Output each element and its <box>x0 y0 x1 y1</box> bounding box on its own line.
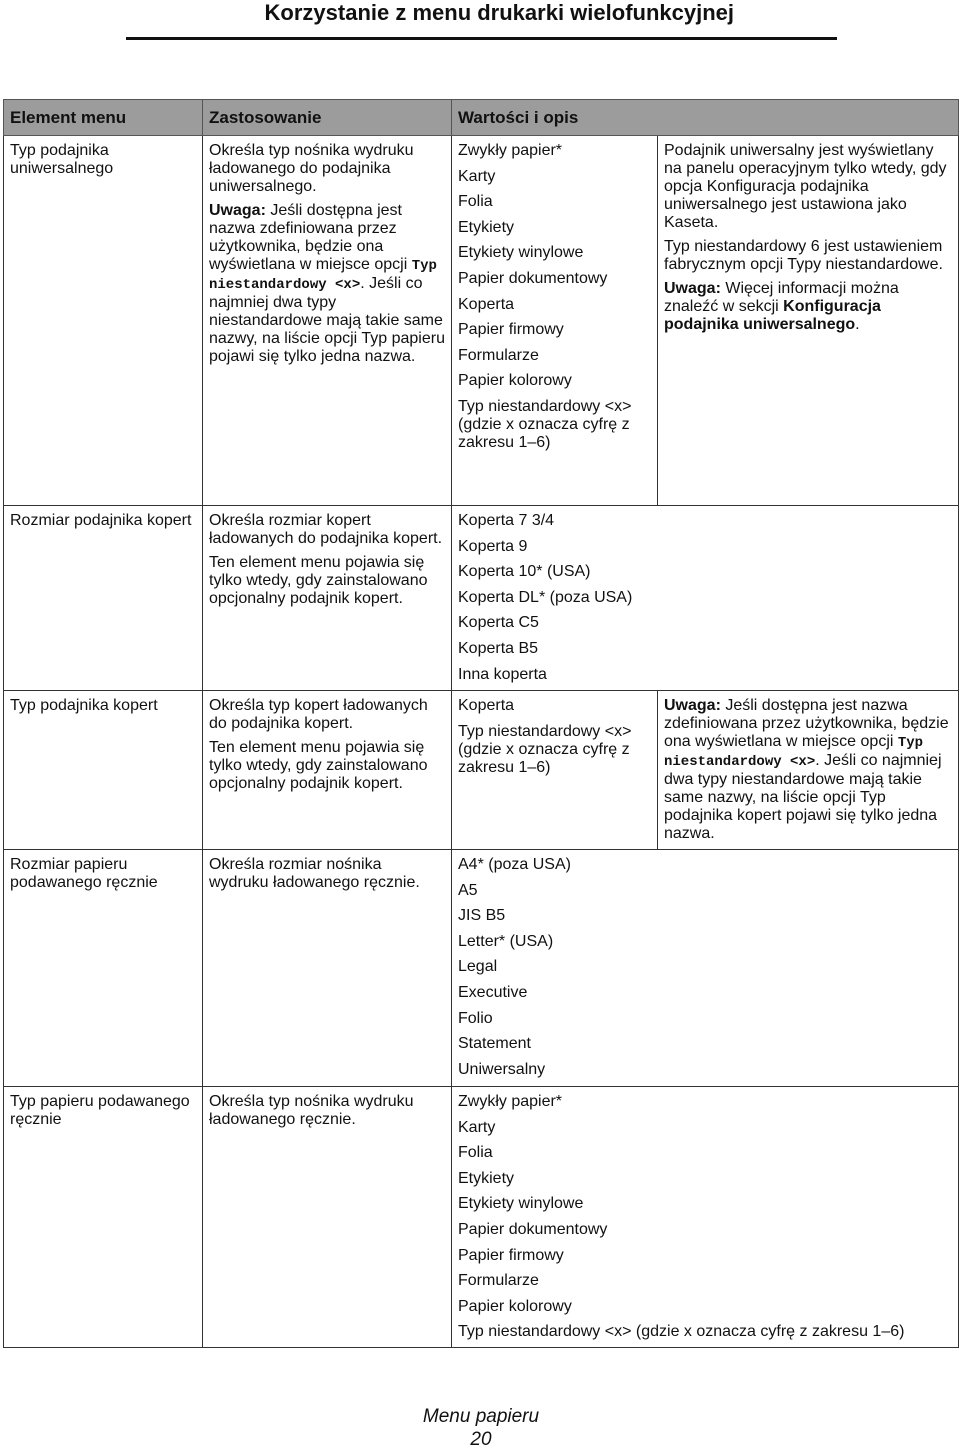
option-value: Karty <box>458 167 496 185</box>
menu-item-options <box>452 691 658 850</box>
table-row <box>4 506 959 691</box>
option-value: Etykiety <box>458 1169 515 1187</box>
option-value: Letter* (USA) <box>458 932 554 950</box>
option-value: Typ niestandardowy <x> (gdzie x oznacza cyfrę z zakresu 1–6) <box>458 722 632 776</box>
option-value: Zwykły papier* <box>458 1093 563 1110</box>
option-value: Koperta C5 <box>458 614 539 632</box>
option-value: Koperta 7 3/4 <box>458 512 555 529</box>
option-value: Zwykły papier* <box>458 142 563 159</box>
menu-item-name: Typ podajnika kopert <box>4 691 203 850</box>
option-value: Legal <box>458 958 498 976</box>
menu-item-options <box>452 1087 959 1348</box>
option-value: Koperta DL* (poza USA) <box>458 588 633 606</box>
table-row <box>4 850 959 1087</box>
option-value: Folia <box>458 1144 493 1162</box>
option-value: Papier kolorowy <box>458 1297 572 1315</box>
page-title: Korzystanie z menu drukarki wielofunkcyjnej <box>264 0 734 25</box>
option-value: A5 <box>458 881 478 899</box>
option-value: Papier dokumentowy <box>458 1220 608 1238</box>
menu-item-notes <box>658 691 959 850</box>
option-value: Inna koperta <box>458 665 547 683</box>
menu-item-options <box>452 136 658 506</box>
option-value: Etykiety winylowe <box>458 244 584 262</box>
option-value: Statement <box>458 1035 531 1053</box>
option-value: Formularze <box>458 1272 539 1290</box>
column-header-use: Zastosowanie <box>203 100 452 136</box>
menu-item-options <box>452 506 959 691</box>
option-value: Papier kolorowy <box>458 372 572 390</box>
option-value: Koperta <box>458 295 515 313</box>
option-value: Karty <box>458 1118 496 1136</box>
option-value: Formularze <box>458 346 539 364</box>
menu-item-name: Typ podajnika uniwersalnego <box>4 136 203 506</box>
option-value: Uniwersalny <box>458 1060 546 1078</box>
page-footer <box>0 1405 960 1451</box>
menu-item-use: Określa typ nośnika wydruku ładowanego ręcznie. <box>203 1087 452 1348</box>
option-value: Papier dokumentowy <box>458 269 608 287</box>
option-value: Typ niestandardowy <x> (gdzie x oznacza cyfrę z zakresu 1–6) <box>458 1323 905 1341</box>
table-row <box>4 1087 959 1348</box>
menu-item-name: Rozmiar podajnika kopert <box>4 506 203 691</box>
note: Uwaga: Jeśli dostępna jest nazwa zdefiniowana przez użytkownika, będzie ona wyświetlana w miejsce opcji Typ niestandardowy <x>. Jeśli co najmniej dwa typy niestandardowe mają takie same nazwy, na liście opcji Typ podajnika kopert pojawi się tylko jedna nazwa. <box>664 697 949 842</box>
option-value: Papier firmowy <box>458 321 564 339</box>
menu-table <box>3 99 959 1348</box>
option-value: Executive <box>458 983 528 1001</box>
note: Uwaga: Więcej informacji można znaleźć w sekcji Konfiguracja podajnika uniwersalnego. <box>664 280 899 333</box>
page-number: 20 <box>470 1429 492 1450</box>
option-value: Koperta B5 <box>458 639 539 657</box>
option-value: Typ niestandardowy <x> (gdzie x oznacza cyfrę z zakresu 1–6) <box>458 397 632 451</box>
note: Uwaga: Jeśli dostępna jest nazwa zdefiniowana przez użytkownika, będzie ona wyświetlana w miejsce opcji Typ niestandardowy <x>. Jeśli co najmniej dwa typy niestandardowe mają takie same nazwy, na liście opcji Typ papieru pojawi się tylko jedna nazwa. <box>209 202 445 365</box>
table-row <box>4 691 959 850</box>
menu-item-name: Rozmiar papieru podawanego ręcznie <box>4 850 203 1087</box>
option-value: A4* (poza USA) <box>458 856 571 873</box>
option-value: Koperta 10* (USA) <box>458 563 591 581</box>
table-row <box>4 136 959 506</box>
option-value: Etykiety <box>458 218 515 236</box>
menu-item-use: Określa rozmiar kopert ładowanych do podajnika kopert. Ten element menu pojawia się tylko wtedy, gdy zainstalowano opcjonalny podajnik kopert. <box>203 506 452 691</box>
option-value: Folia <box>458 193 493 211</box>
menu-item-options <box>452 850 959 1087</box>
menu-item-notes: Podajnik uniwersalny jest wyświetlany na panelu operacyjnym tylko wtedy, gdy opcja Konfiguracja podajnika uniwersalnego jest ustawiona jako Kaseta. Typ niestandardowy 6 jest ustawieniem fabrycznym opcji Typy niestandardowe. Uwaga: Więcej informacji można znaleźć w sekcji Konfiguracja podajnika uniwersalnego. <box>658 136 959 506</box>
option-value: Koperta 9 <box>458 537 528 555</box>
column-header-element: Element menu <box>4 100 203 136</box>
menu-item-use: Określa rozmiar nośnika wydruku ładowanego ręcznie. <box>203 850 452 1087</box>
footer-section-name: Menu papieru <box>422 1406 540 1427</box>
header-rule <box>126 37 837 40</box>
menu-item-use: Określa typ nośnika wydruku ładowanego do podajnika uniwersalnego. Uwaga: Jeśli dostępna jest nazwa zdefiniowana przez użytkownika, będzie ona wyświetlana w miejsce opcji Typ niestandardowy <x>. Jeśli co najmniej dwa typy niestandardowe mają takie same nazwy, na liście opcji Typ papieru pojawi się tylko jedna nazwa. <box>203 136 452 506</box>
menu-item-name: Typ papieru podawanego ręcznie <box>4 1087 203 1348</box>
option-value: Koperta <box>458 697 515 714</box>
column-header-values: Wartości i opis <box>452 100 959 136</box>
option-value: Etykiety winylowe <box>458 1195 584 1213</box>
table-header-row <box>4 100 959 136</box>
option-value: Papier firmowy <box>458 1246 564 1264</box>
menu-item-use: Określa typ kopert ładowanych do podajnika kopert. Ten element menu pojawia się tylko wtedy, gdy zainstalowano opcjonalny podajnik kopert. <box>203 691 452 850</box>
option-value: Folio <box>458 1009 493 1027</box>
option-value: JIS B5 <box>458 907 506 925</box>
